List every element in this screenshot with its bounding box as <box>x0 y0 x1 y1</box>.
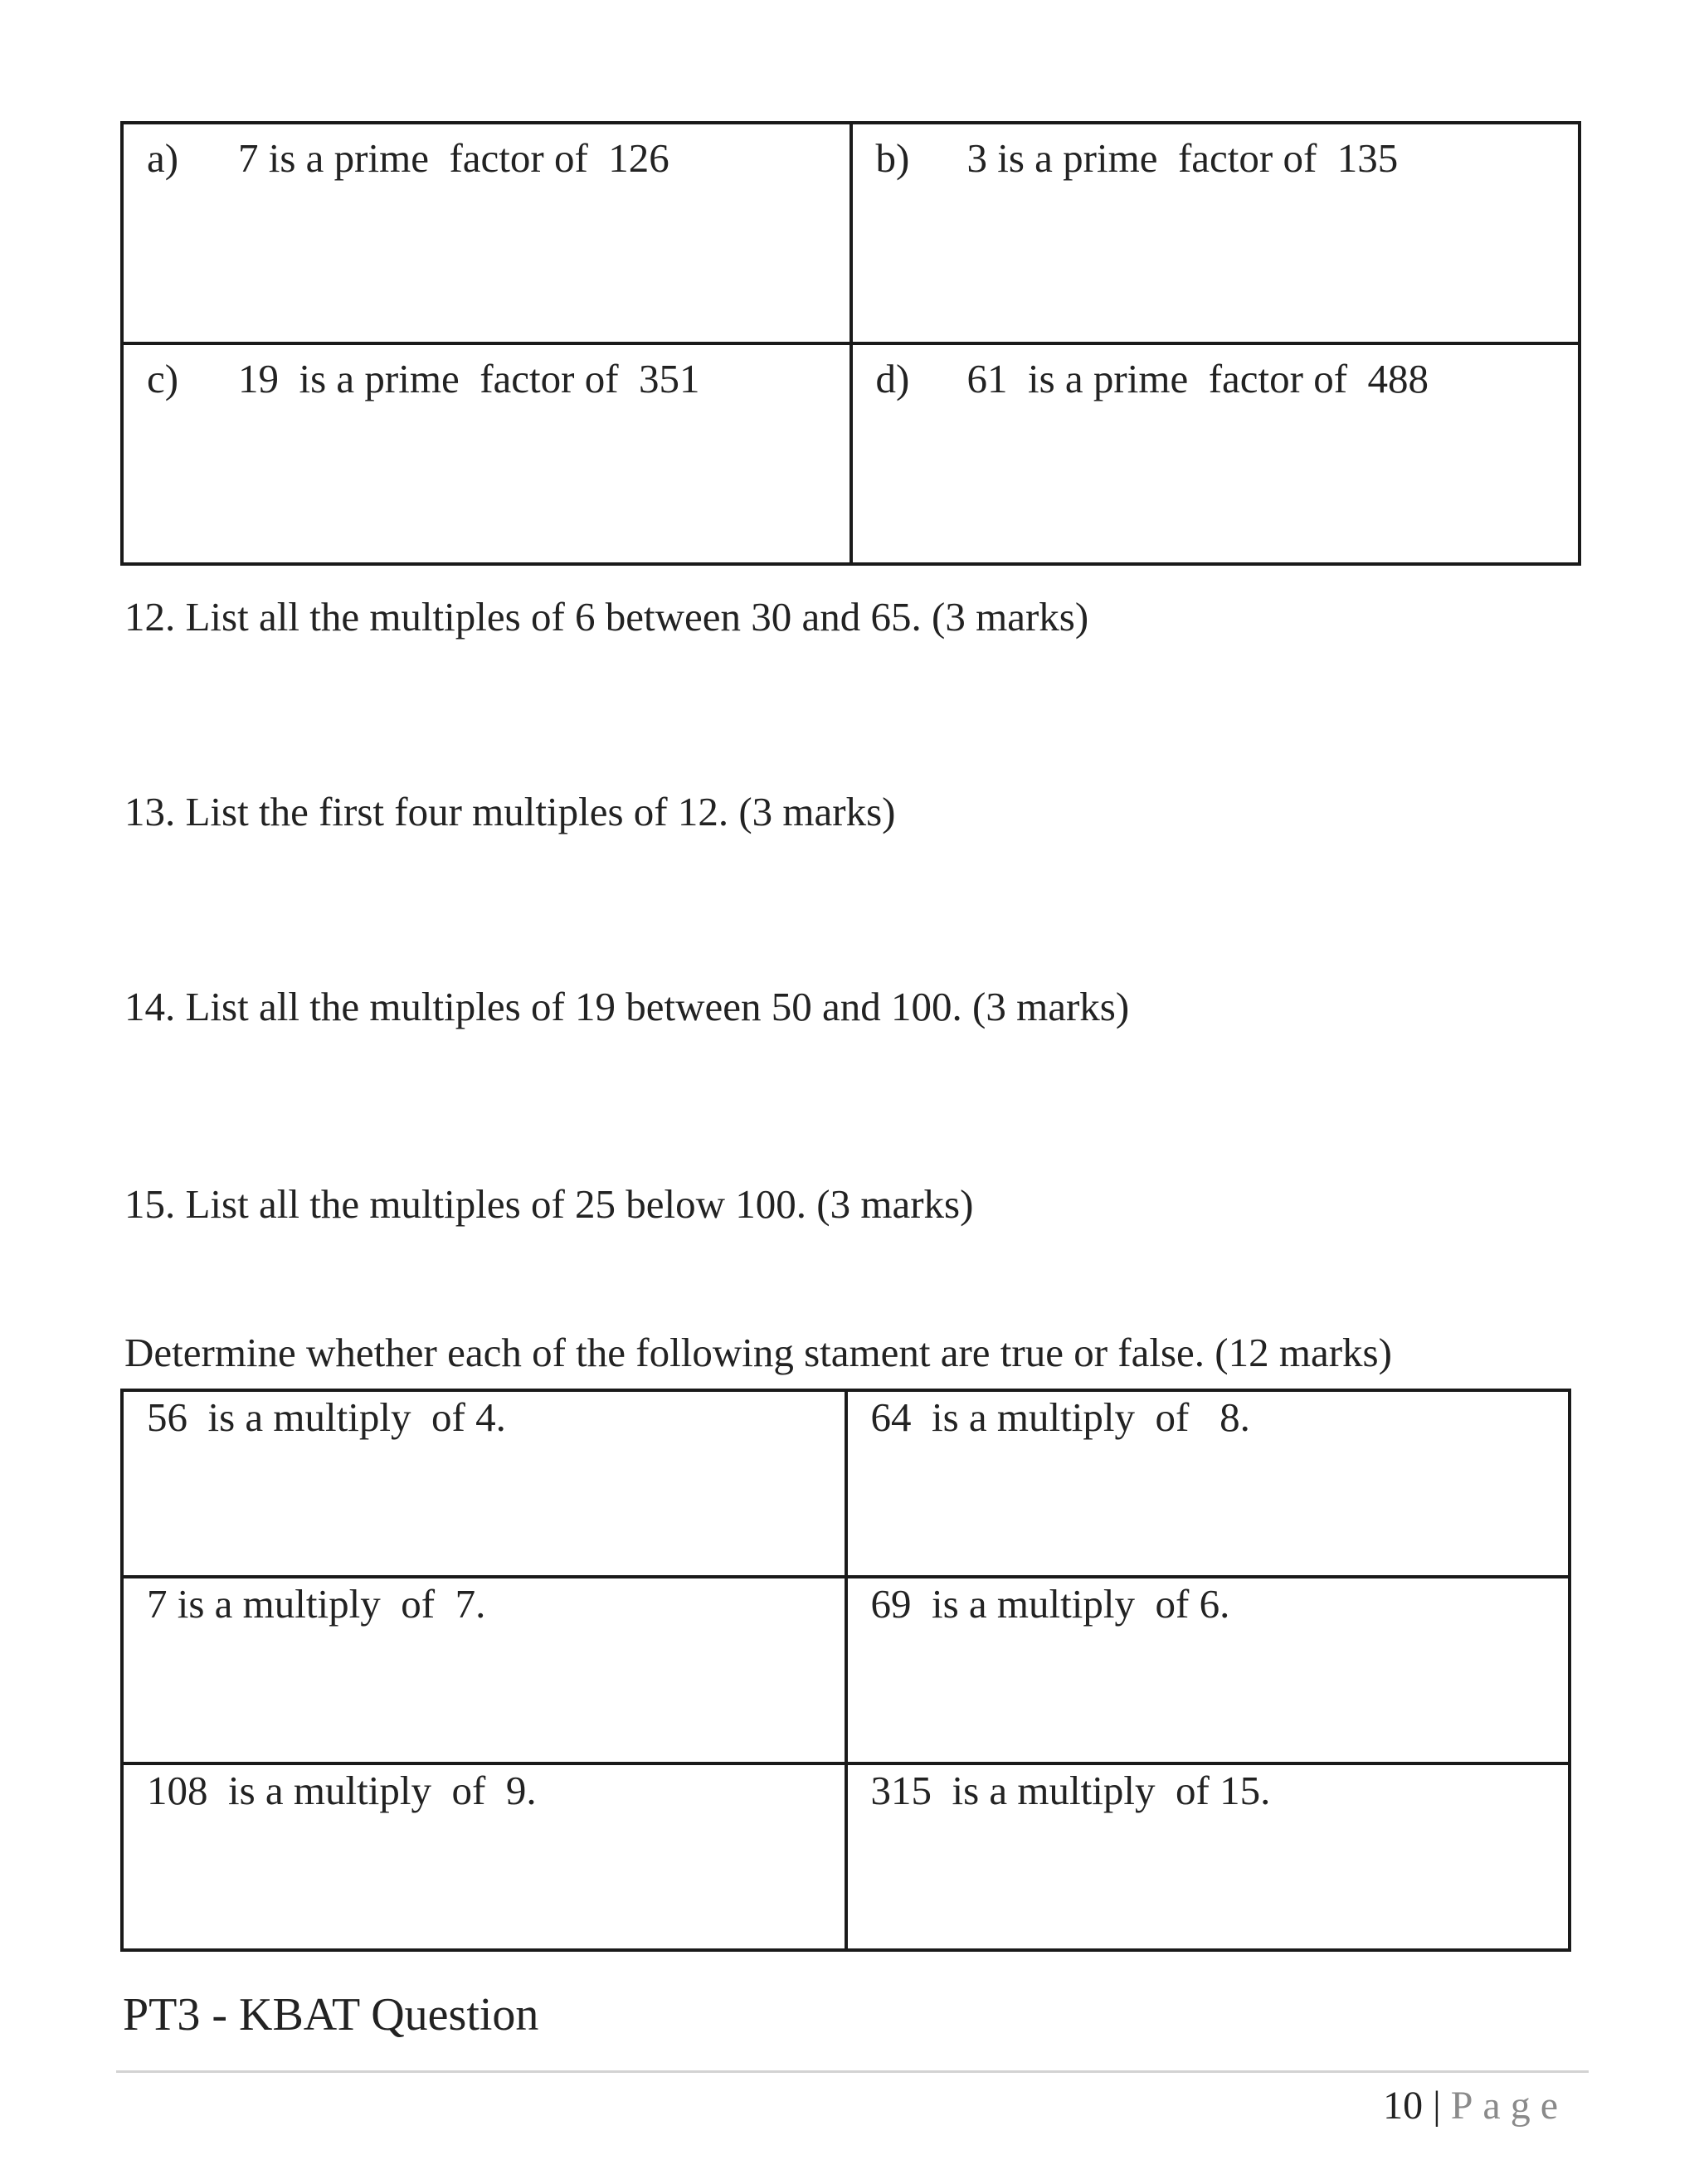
table-row <box>122 343 1580 564</box>
question-12: 12. List all the multiples of 6 between 30 and 65. (3 marks) <box>124 594 1089 640</box>
page-word: Page <box>1450 2084 1568 2128</box>
table-cell <box>122 343 851 564</box>
table-cell <box>846 1763 1570 1950</box>
question-13: 13. List the first four multiples of 12. (3 marks) <box>124 789 896 834</box>
table-row <box>122 1390 1570 1577</box>
statement-text: 56 is a multiply of 4. <box>147 1394 506 1440</box>
page-number-value: 10 <box>1383 2084 1424 2128</box>
prime-factor-table <box>120 121 1581 566</box>
page-separator: | <box>1433 2084 1441 2128</box>
true-false-instruction: Determine whether each of the following stament are true or false. (12 marks) <box>124 1330 1392 1375</box>
table-row <box>122 123 1580 343</box>
question-15: 15. List all the multiples of 25 below 100. (3 marks) <box>124 1181 974 1227</box>
page-number <box>1383 2086 1568 2126</box>
table-cell <box>122 1763 846 1950</box>
item-statement: 7 is a prime factor of 126 <box>238 135 669 181</box>
item-statement: 61 is a prime factor of 488 <box>966 356 1429 401</box>
table-cell <box>122 123 851 343</box>
statement-text: 69 is a multiply of 6. <box>870 1581 1230 1627</box>
table-cell <box>851 343 1580 564</box>
table-cell <box>122 1577 846 1763</box>
item-label: d) <box>875 356 910 401</box>
statement-text: 108 is a multiply of 9. <box>147 1768 537 1813</box>
footer-divider <box>116 2070 1589 2073</box>
item-label: c) <box>147 356 179 401</box>
table-cell <box>846 1390 1570 1577</box>
section-title: PT3 - KBAT Question <box>123 1989 539 2041</box>
item-label: a) <box>147 135 179 181</box>
table-row <box>122 1577 1570 1763</box>
table-cell <box>846 1577 1570 1763</box>
item-statement: 19 is a prime factor of 351 <box>238 356 700 401</box>
question-14: 14. List all the multiples of 19 between 50 and 100. (3 marks) <box>124 984 1130 1029</box>
item-statement: 3 is a prime factor of 135 <box>966 135 1399 181</box>
table-cell <box>122 1390 846 1577</box>
statement-text: 64 is a multiply of 8. <box>870 1394 1250 1440</box>
table-row <box>122 1763 1570 1950</box>
item-label: b) <box>875 135 910 181</box>
multiples-true-false-table <box>120 1389 1571 1952</box>
statement-text: 7 is a multiply of 7. <box>147 1581 486 1627</box>
table-cell <box>851 123 1580 343</box>
statement-text: 315 is a multiply of 15. <box>870 1768 1271 1813</box>
